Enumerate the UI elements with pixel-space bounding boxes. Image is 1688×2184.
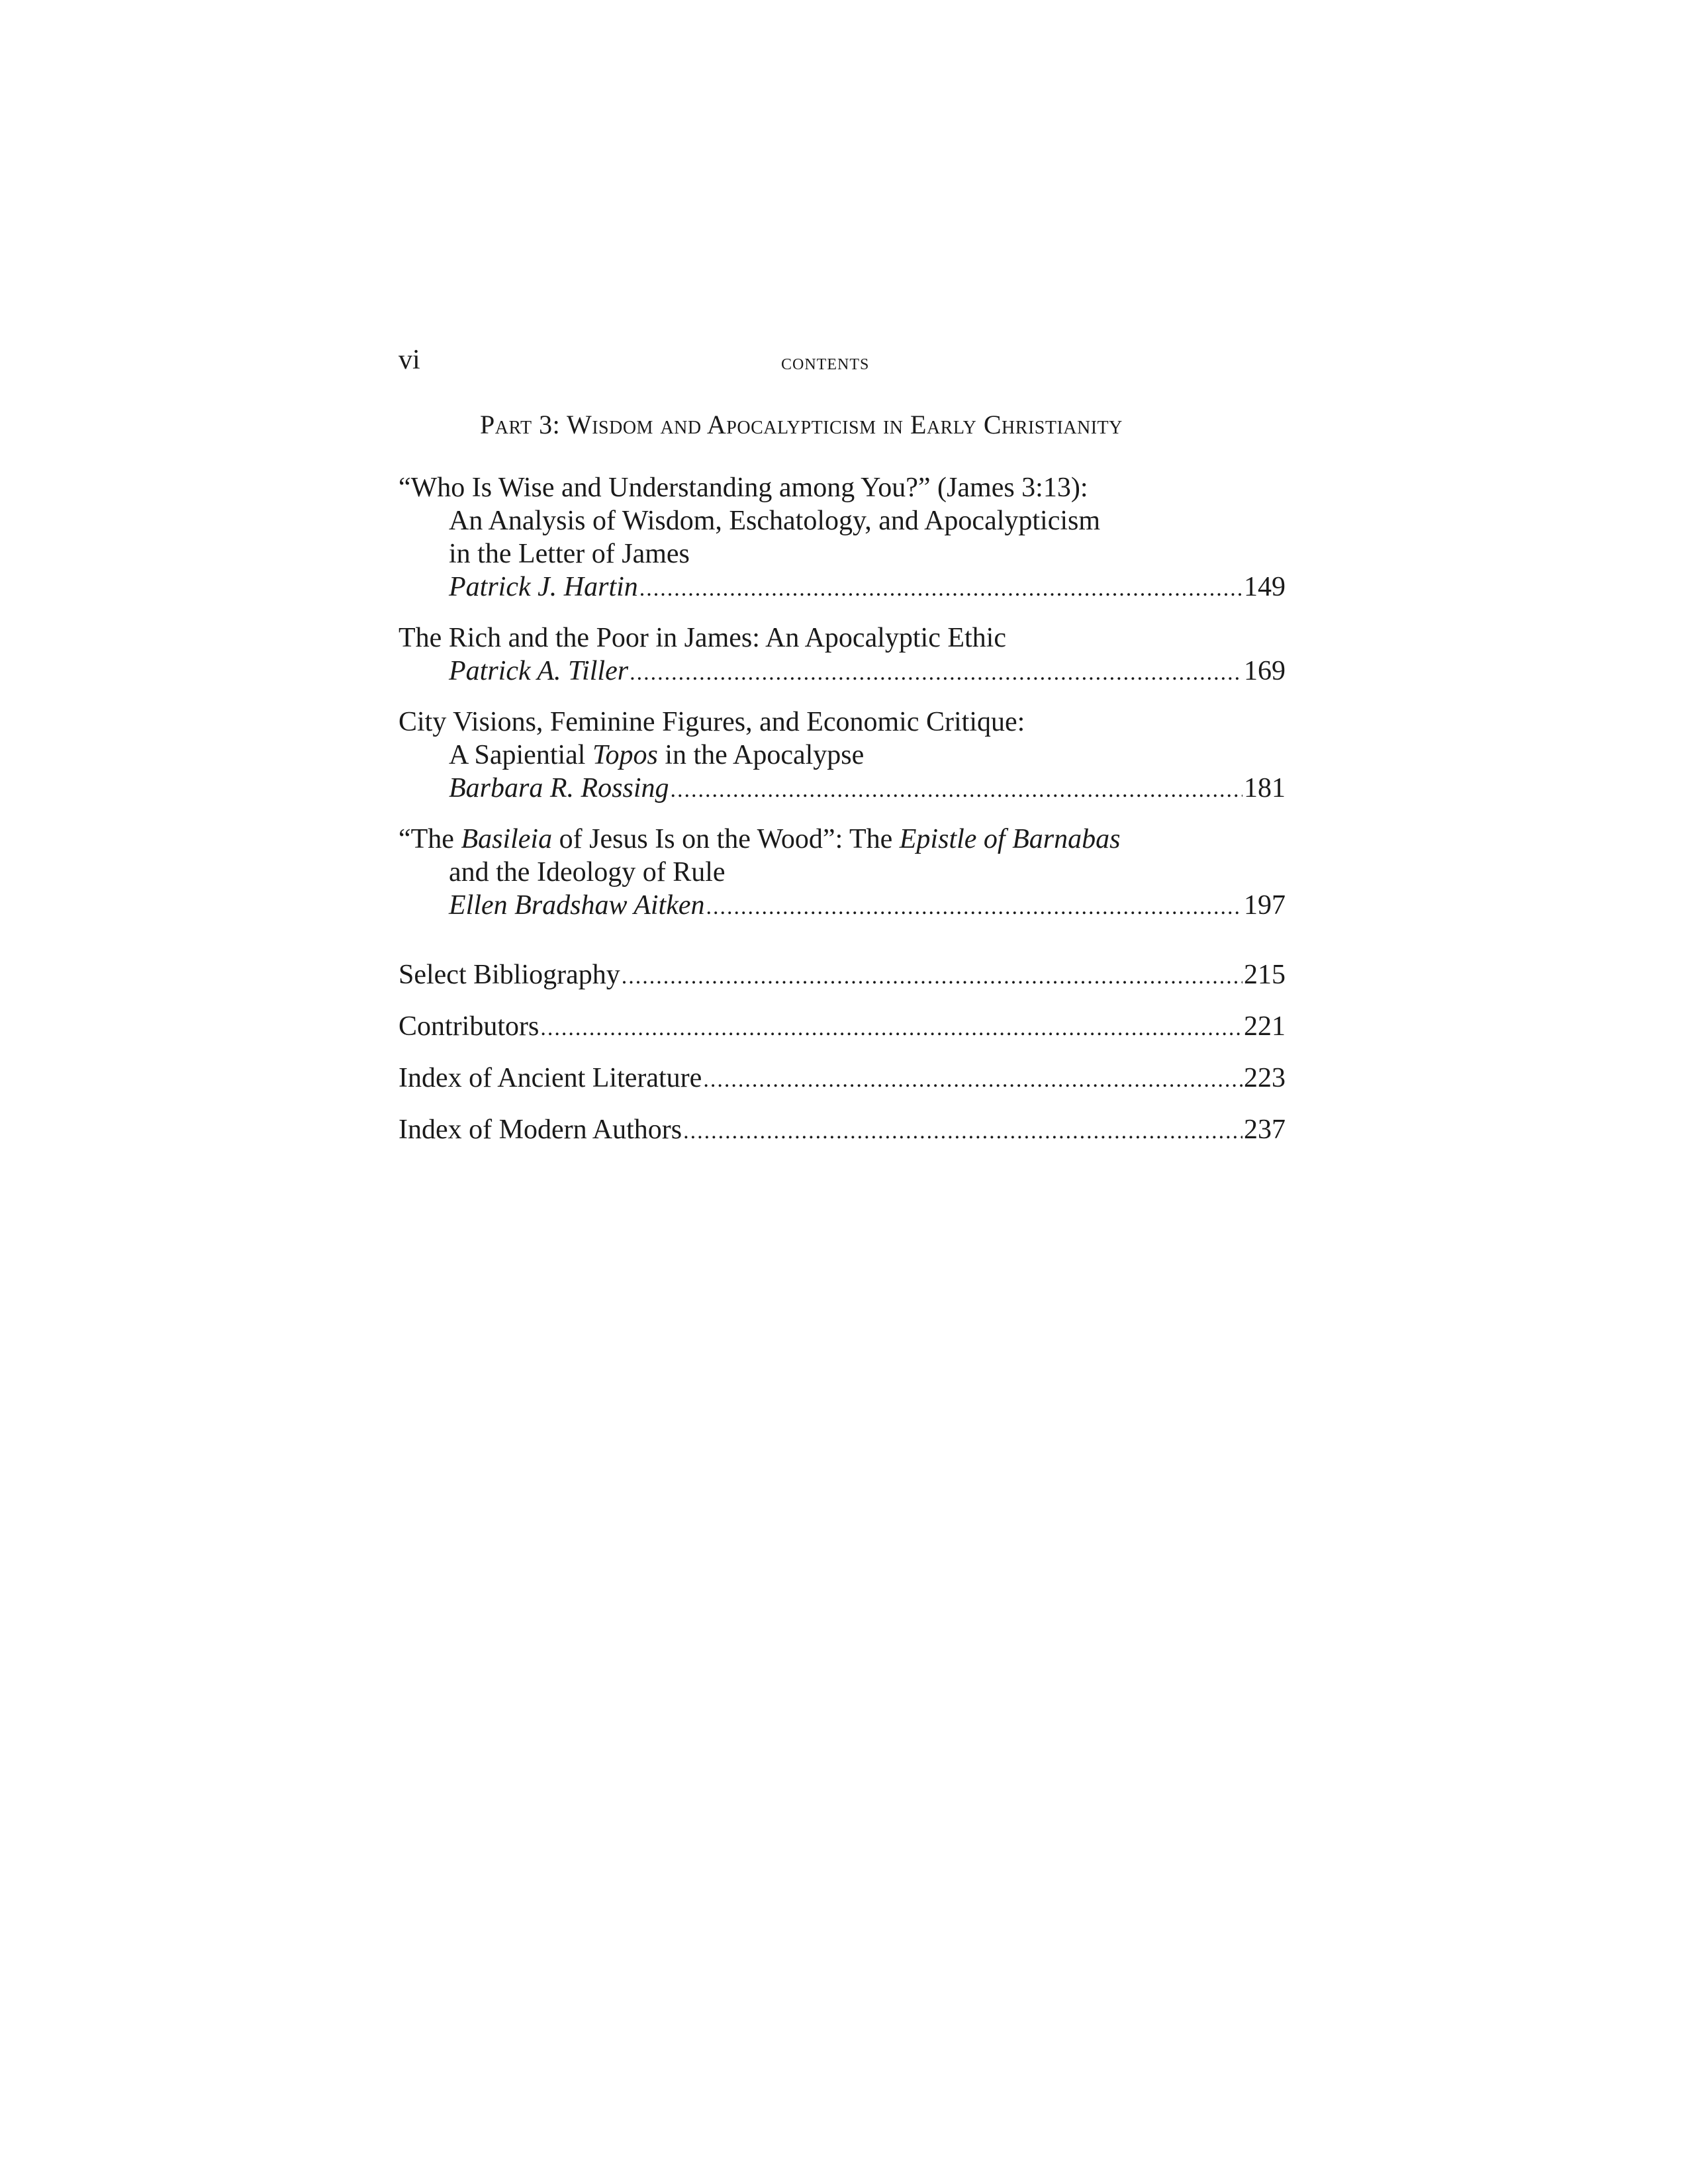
toc-entry-rossing[interactable] [399, 705, 1286, 807]
dot-leader [540, 1012, 1243, 1045]
title-text: in the Apocalypse [657, 740, 865, 770]
title-italic-term: Basileia [461, 824, 553, 854]
chapter-title-line: The Rich and the Poor in James: An Apocalyptic Ethic [399, 623, 1006, 653]
entry-label: Index of Modern Authors [399, 1115, 682, 1145]
toc-entry-aitken[interactable] [399, 823, 1286, 924]
entry-label: Index of Ancient Literature [399, 1063, 702, 1093]
title-italic-term: Epistle of Barnabas [899, 824, 1121, 854]
page-number: vi [399, 345, 420, 375]
chapter-page-number: 169 [1244, 656, 1286, 686]
toc-entry-index-modern-authors[interactable] [399, 1113, 1286, 1148]
entry-page-number: 223 [1244, 1063, 1286, 1093]
dot-leader [703, 1064, 1243, 1097]
chapter-author: Ellen Bradshaw Aitken [449, 890, 705, 921]
dot-leader [630, 657, 1243, 690]
chapter-title-line: and the Ideology of Rule [449, 857, 726, 887]
title-italic-term: Topos [592, 740, 658, 770]
title-text: A Sapiential [449, 740, 592, 770]
part-heading: Part 3: Wisdom and Apocalypticism in Early Christianity [480, 410, 1123, 439]
entry-label: Contributors [399, 1011, 539, 1042]
toc-entry-hartin[interactable] [399, 471, 1286, 606]
chapter-page-number: 149 [1244, 572, 1286, 602]
entry-page-number: 215 [1244, 960, 1286, 990]
back-matter-list [399, 958, 1286, 1148]
toc-entry-index-ancient-literature[interactable] [399, 1062, 1286, 1097]
chapter-title-line: City Visions, Feminine Figures, and Economic Critique: [399, 707, 1025, 737]
chapter-page-number: 181 [1244, 773, 1286, 803]
author-line [399, 655, 1286, 690]
dot-leader [683, 1115, 1243, 1148]
dot-leader [639, 572, 1243, 606]
dot-leader [706, 891, 1243, 924]
toc-entry-bibliography[interactable] [399, 958, 1286, 993]
table-of-contents [399, 471, 1286, 1165]
chapter-title-line: in the Letter of James [449, 539, 690, 569]
author-line [399, 570, 1286, 606]
title-text: of Jesus Is on the Wood”: The [552, 824, 900, 854]
entry-page-number: 221 [1244, 1011, 1286, 1042]
entry-label: Select Bibliography [399, 960, 620, 990]
chapter-title-line [399, 739, 1286, 772]
toc-entry-tiller[interactable] [399, 621, 1286, 690]
dot-leader [671, 774, 1243, 807]
chapter-title-line: An Analysis of Wisdom, Eschatology, and Apocalypticism [449, 506, 1101, 536]
author-line [399, 772, 1286, 807]
chapter-author: Patrick J. Hartin [449, 572, 638, 602]
title-text: “The [399, 824, 461, 854]
toc-entry-contributors[interactable] [399, 1010, 1286, 1045]
running-head: contents [781, 350, 870, 375]
chapter-page-number: 197 [1244, 890, 1286, 921]
entry-page-number: 237 [1244, 1115, 1286, 1145]
chapter-title-line [399, 823, 1286, 856]
chapter-author: Barbara R. Rossing [449, 773, 669, 803]
author-line [399, 889, 1286, 924]
chapter-author: Patrick A. Tiller [449, 656, 629, 686]
dot-leader [622, 960, 1243, 993]
chapter-title-line: “Who Is Wise and Understanding among You?” (James 3:13): [399, 473, 1088, 503]
